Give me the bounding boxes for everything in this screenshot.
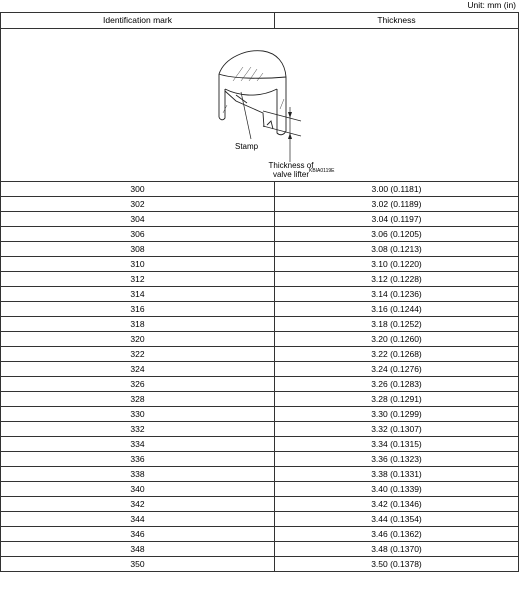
table-row: [1, 422, 519, 437]
table-row: [1, 467, 519, 482]
thickness-cell: 3.20 (0.1260): [275, 332, 519, 347]
identification-mark-cell: 346: [1, 527, 275, 542]
identification-mark-cell: 308: [1, 242, 275, 257]
header-identification-mark: Identification mark: [1, 13, 275, 29]
diagram-row: [1, 29, 519, 182]
identification-mark-cell: 336: [1, 452, 275, 467]
identification-mark-cell: 312: [1, 272, 275, 287]
header-thickness: Thickness: [275, 13, 519, 29]
identification-mark-cell: 304: [1, 212, 275, 227]
thickness-cell: 3.00 (0.1181): [275, 182, 519, 197]
table-row: [1, 497, 519, 512]
identification-mark-cell: 322: [1, 347, 275, 362]
thickness-cell: 3.36 (0.1323): [275, 452, 519, 467]
thickness-dim-line-top: [263, 111, 301, 121]
thickness-cell: 3.32 (0.1307): [275, 422, 519, 437]
identification-mark-cell: 326: [1, 377, 275, 392]
thickness-cell: 3.46 (0.1362): [275, 527, 519, 542]
identification-mark-cell: 334: [1, 437, 275, 452]
stamp-leader-line: [241, 92, 251, 139]
thickness-cell: 3.30 (0.1299): [275, 407, 519, 422]
thickness-cell: 3.48 (0.1370): [275, 542, 519, 557]
identification-mark-cell: 324: [1, 362, 275, 377]
table-row: [1, 437, 519, 452]
table-row: [1, 362, 519, 377]
thickness-cell: 3.12 (0.1228): [275, 272, 519, 287]
valve-lifter-illustration: [1, 29, 519, 181]
diagram-cell: [1, 29, 519, 182]
identification-mark-cell: 316: [1, 302, 275, 317]
thickness-cell: 3.50 (0.1378): [275, 557, 519, 572]
valve-lifter-diagram: [1, 29, 518, 181]
identification-mark-cell: 342: [1, 497, 275, 512]
header-row: [1, 13, 519, 29]
thickness-cell: 3.26 (0.1283): [275, 377, 519, 392]
thickness-label-line1: Thickness of: [268, 161, 314, 170]
identification-mark-cell: 344: [1, 512, 275, 527]
identification-mark-cell: 310: [1, 257, 275, 272]
table-row: [1, 557, 519, 572]
table-row: [1, 527, 519, 542]
table-row: [1, 347, 519, 362]
table-row: [1, 542, 519, 557]
table-row: [1, 182, 519, 197]
thickness-label-line2: valve lifter: [272, 170, 309, 179]
thickness-cell: 3.18 (0.1252): [275, 317, 519, 332]
table-row: [1, 227, 519, 242]
thickness-cell: 3.22 (0.1268): [275, 347, 519, 362]
table-row: [1, 257, 519, 272]
table-row: [1, 407, 519, 422]
table-row: [1, 392, 519, 407]
thickness-cell: 3.06 (0.1205): [275, 227, 519, 242]
identification-mark-cell: 340: [1, 482, 275, 497]
thickness-cell: 3.38 (0.1331): [275, 467, 519, 482]
identification-mark-cell: 330: [1, 407, 275, 422]
identification-mark-cell: 302: [1, 197, 275, 212]
table-row: [1, 212, 519, 227]
thickness-cell: 3.42 (0.1346): [275, 497, 519, 512]
table-row: [1, 377, 519, 392]
table-row: [1, 302, 519, 317]
thickness-cell: 3.02 (0.1189): [275, 197, 519, 212]
thickness-cell: 3.24 (0.1276): [275, 362, 519, 377]
identification-mark-cell: 348: [1, 542, 275, 557]
lifter-left-wall: [219, 74, 225, 120]
valve-lifter-thickness-table: [0, 12, 519, 572]
identification-mark-cell: 332: [1, 422, 275, 437]
identification-mark-cell: 350: [1, 557, 275, 572]
table-row: [1, 317, 519, 332]
table-row: [1, 197, 519, 212]
figure-code: KBIA0119E: [309, 168, 335, 174]
table-row: [1, 332, 519, 347]
thickness-cell: 3.40 (0.1339): [275, 482, 519, 497]
identification-mark-cell: 306: [1, 227, 275, 242]
identification-mark-cell: 328: [1, 392, 275, 407]
table-row: [1, 272, 519, 287]
thickness-cell: 3.04 (0.1197): [275, 212, 519, 227]
stamp-label: Stamp: [235, 142, 259, 151]
thickness-cell: 3.34 (0.1315): [275, 437, 519, 452]
identification-mark-cell: 320: [1, 332, 275, 347]
unit-label: Unit: mm (in): [467, 0, 516, 10]
table-row: [1, 287, 519, 302]
identification-mark-cell: 314: [1, 287, 275, 302]
identification-mark-cell: 338: [1, 467, 275, 482]
thickness-cell: 3.08 (0.1213): [275, 242, 519, 257]
thickness-label: [268, 161, 314, 179]
thickness-cell: 3.28 (0.1291): [275, 392, 519, 407]
lifter-right-wall: [219, 51, 286, 135]
identification-mark-cell: 318: [1, 317, 275, 332]
identification-mark-cell: 300: [1, 182, 275, 197]
thickness-cell: 3.14 (0.1236): [275, 287, 519, 302]
table-row: [1, 242, 519, 257]
table-row: [1, 482, 519, 497]
thickness-cell: 3.10 (0.1220): [275, 257, 519, 272]
thickness-cell: 3.16 (0.1244): [275, 302, 519, 317]
thickness-cell: 3.44 (0.1354): [275, 512, 519, 527]
table-row: [1, 512, 519, 527]
table-row: [1, 452, 519, 467]
